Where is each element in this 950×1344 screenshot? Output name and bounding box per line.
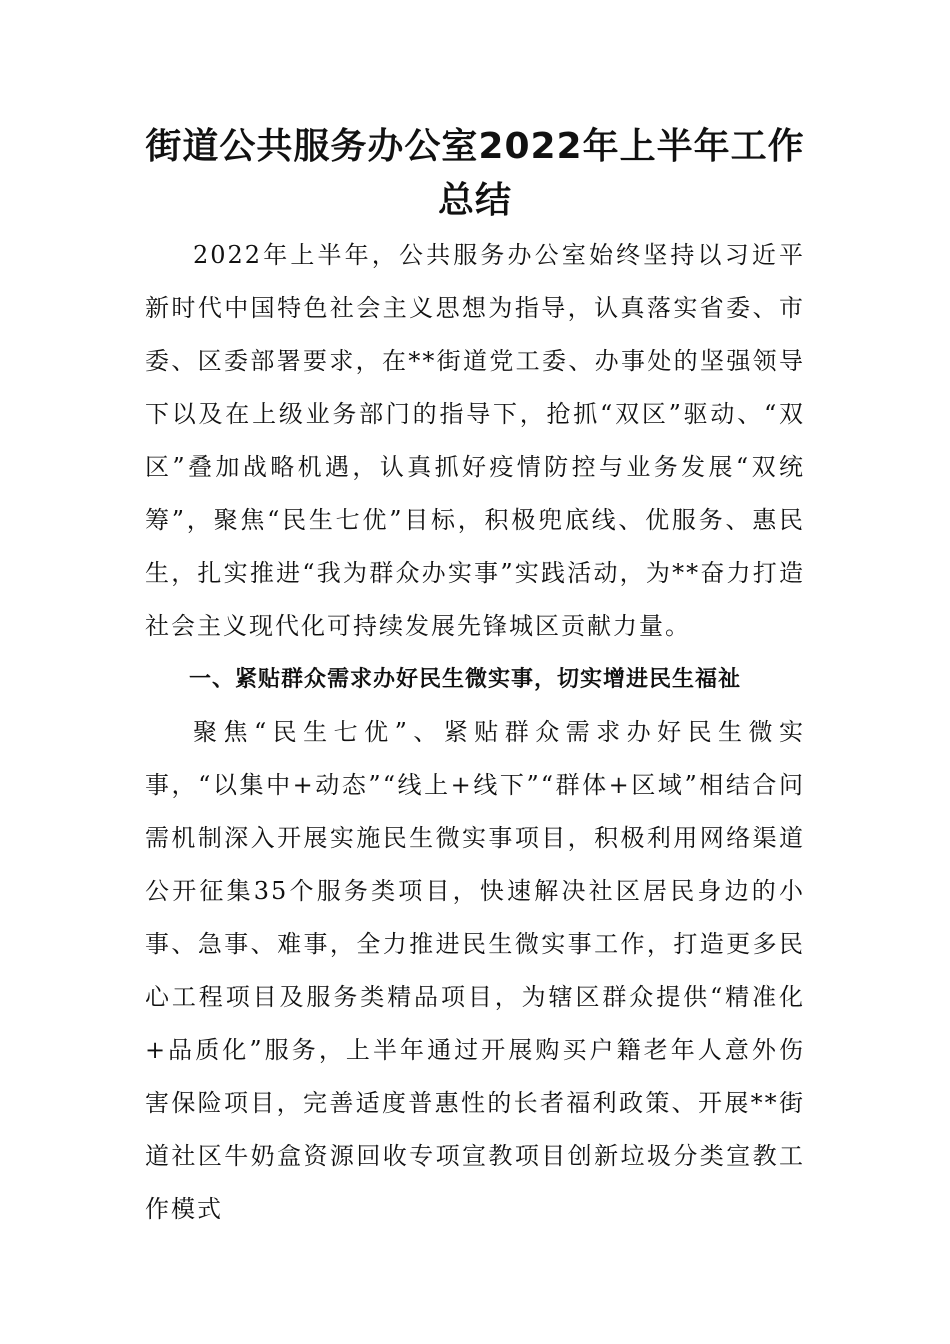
document-body (145, 229, 805, 1236)
intro-paragraph: 2022年上半年，公共服务办公室始终坚持以习近平新时代中国特色社会主义思想为指导，认真落实省委、市委、区委部署要求，在**街道党工委、办事处的坚强领导下以及在上级业务部门的指导下，抢抓“双区”驱动、“双区”叠加战略机遇，认真抓好疫情防控与业务发展“双统筹”，聚焦“民生七优”目标，积极兜底线、优服务、惠民生，扎实推进“我为群众办实事”实践活动，为**奋力打造社会主义现代化可持续发展先锋城区贡献力量。 (145, 241, 805, 640)
section-1-heading: 一、紧贴群众需求办好民生微实事，切实增进民生福祉 (189, 667, 742, 692)
document-title: 街道公共服务办公室2022年上半年工作总结 (145, 126, 805, 221)
section-1-paragraph: 聚焦“民生七优”、紧贴群众需求办好民生微实事，“以集中+动态”“线上+线下”“群体+区域”相结合问需机制深入开展实施民生微实事项目，积极利用网络渠道公开征集35个服务类项目，快速解决社区居民身边的小事、急事、难事，全力推进民生微实事工作，打造更多民心工程项目及服务类精品项目，为辖区群众提供“精准化+品质化”服务，上半年通过开展购买户籍老年人意外伤害保险项目，完善适度普惠性的长者福利政策、开展**街道社区牛奶盒资源回收专项宣教项目创新垃圾分类宣教工作模式 (145, 718, 805, 1223)
